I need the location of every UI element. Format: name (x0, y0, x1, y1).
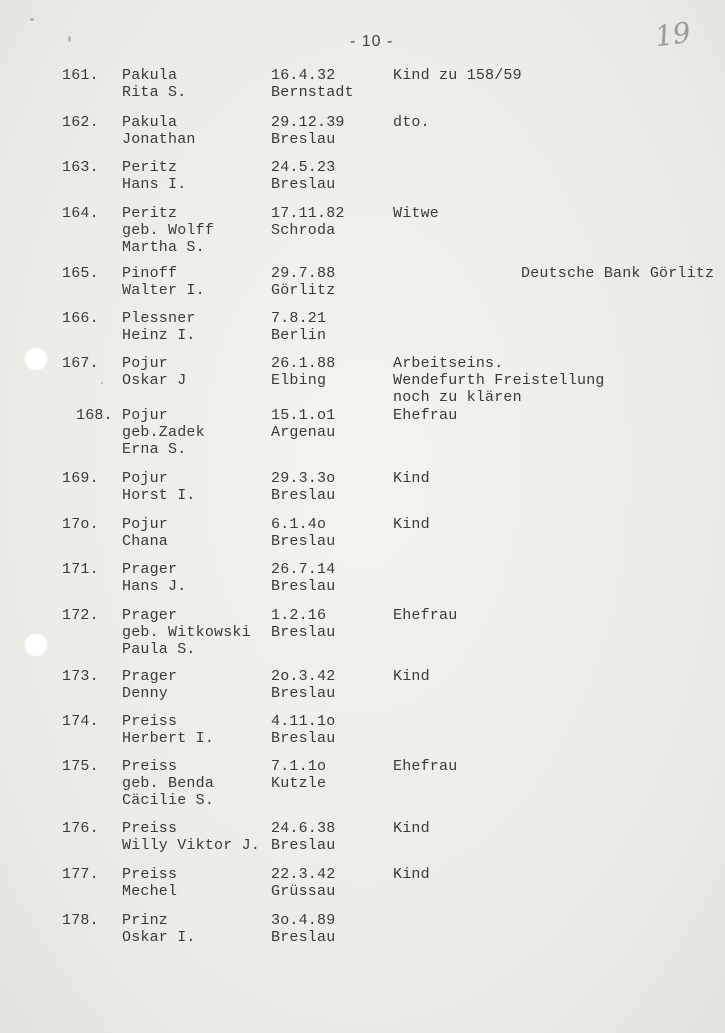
birth-data-line: 2o.3.42 (271, 668, 336, 685)
paper-speck (101, 382, 103, 384)
person-name-line: Oskar J (122, 372, 187, 389)
remark-line: Ehefrau (393, 758, 458, 775)
birth-data-line: 4.11.1o (271, 713, 336, 730)
punch-hole-bottom (24, 633, 48, 657)
birth-data (271, 516, 335, 550)
person-name-line: Pakula (122, 67, 178, 84)
birth-data-line: Elbing (271, 372, 327, 389)
entry-number: 175. (62, 758, 99, 775)
birth-data (271, 114, 345, 148)
entry-number: 165. (62, 265, 99, 282)
folio-number: 19 (652, 15, 693, 54)
entry-number: 164. (62, 205, 99, 222)
entry-number: 168. (76, 407, 113, 424)
birth-data-line: 15.1.o1 (271, 407, 336, 424)
remark-line: dto. (393, 114, 430, 131)
birth-data-line: Breslau (271, 533, 336, 550)
person-name-line: Pojur (122, 470, 169, 487)
birth-data (271, 820, 335, 854)
entry-number: 167. (62, 355, 99, 372)
remark (393, 758, 457, 775)
birth-data (271, 713, 335, 747)
person-name-line: geb. Wolff (122, 222, 215, 239)
remark-line: Kind (393, 516, 430, 533)
person-name-line: Prager (122, 668, 178, 685)
person-name-line: Pinoff (122, 265, 178, 282)
person-name-line: Peritz (122, 159, 178, 176)
person-name (122, 713, 214, 747)
birth-data-line: 26.7.14 (271, 561, 336, 578)
remark (393, 407, 457, 424)
person-name-line: geb. Benda (122, 775, 215, 792)
paper-speck (68, 36, 71, 42)
birth-data-line: Berlin (271, 327, 327, 344)
birth-data-line: Breslau (271, 176, 336, 193)
remark (393, 355, 605, 406)
remark (393, 820, 430, 837)
birth-data-line: 3o.4.89 (271, 912, 336, 929)
person-name (122, 758, 214, 809)
birth-data (271, 668, 335, 702)
person-name-line: Plessner (122, 310, 196, 327)
person-name-line: geb.Zadek (122, 424, 205, 441)
person-name (122, 516, 168, 550)
remark (393, 67, 522, 84)
birth-data-line: 7.1.1o (271, 758, 327, 775)
birth-data (271, 310, 326, 344)
birth-data-line: Breslau (271, 131, 336, 148)
birth-data (271, 159, 335, 193)
remark (393, 866, 430, 883)
person-name-line: Preiss (122, 758, 178, 775)
birth-data-line: 26.1.88 (271, 355, 336, 372)
birth-data-line: Grüssau (271, 883, 336, 900)
remark-line: Arbeitseins. (393, 355, 504, 372)
birth-data-line: Breslau (271, 685, 336, 702)
person-name (122, 265, 205, 299)
birth-data (271, 758, 326, 792)
birth-data-line: 1.2.16 (271, 607, 327, 624)
entry-number: 166. (62, 310, 99, 327)
person-name (122, 159, 186, 193)
remark-line: Kind (393, 820, 430, 837)
person-name-line: Willy Viktor J. (122, 837, 261, 854)
birth-data-line: 16.4.32 (271, 67, 336, 84)
person-name-line: Mechel (122, 883, 178, 900)
person-name-line: Pojur (122, 355, 169, 372)
person-name-line: Cäcilie S. (122, 792, 215, 809)
birth-data-line: Kutzle (271, 775, 327, 792)
person-name (122, 470, 196, 504)
person-name-line: Horst I. (122, 487, 196, 504)
person-name (122, 114, 196, 148)
person-name-line: Hans I. (122, 176, 187, 193)
remark (393, 205, 439, 222)
person-name-line: Jonathan (122, 131, 196, 148)
person-name-line: Oskar I. (122, 929, 196, 946)
entry-number: 174. (62, 713, 99, 730)
birth-data-line: Schroda (271, 222, 336, 239)
birth-data-line: Breslau (271, 730, 336, 747)
remark (393, 516, 430, 533)
entry-number: 162. (62, 114, 99, 131)
person-name-line: Prager (122, 607, 178, 624)
person-name-line: Pojur (122, 407, 169, 424)
person-name-line: Martha S. (122, 239, 205, 256)
remark-line: noch zu klären (393, 389, 522, 406)
person-name-line: Preiss (122, 866, 178, 883)
birth-data-line: 17.11.82 (271, 205, 345, 222)
person-name (122, 912, 196, 946)
person-name-line: Chana (122, 533, 169, 550)
page-number: - 10 - (350, 33, 394, 50)
birth-data (271, 912, 335, 946)
person-name-line: Rita S. (122, 84, 187, 101)
person-name-line: geb. Witkowski (122, 624, 251, 641)
entry-number: 178. (62, 912, 99, 929)
person-name (122, 355, 186, 389)
birth-data-line: 29.3.3o (271, 470, 336, 487)
birth-data-line: 29.12.39 (271, 114, 345, 131)
entry-number: 163. (62, 159, 99, 176)
remark-line: Ehefrau (393, 607, 458, 624)
paper-speck (30, 18, 34, 21)
entry-number: 173. (62, 668, 99, 685)
remark-line: Ehefrau (393, 407, 458, 424)
entry-number: 17o. (62, 516, 99, 533)
person-name-line: Heinz I. (122, 327, 196, 344)
remark-line: Kind (393, 866, 430, 883)
person-name-line: Denny (122, 685, 169, 702)
person-name-line: Herbert I. (122, 730, 215, 747)
person-name (122, 668, 177, 702)
birth-data (271, 407, 335, 441)
person-name-line: Paula S. (122, 641, 196, 658)
birth-data (271, 470, 335, 504)
remark-line: Kind zu 158/59 (393, 67, 522, 84)
person-name (122, 67, 186, 101)
remark (393, 668, 430, 685)
remark-line: Witwe (393, 205, 440, 222)
person-name-line: Preiss (122, 713, 178, 730)
punch-hole-top (24, 347, 48, 371)
birth-data (271, 607, 335, 641)
birth-data-line: Breslau (271, 624, 336, 641)
birth-data-line: Breslau (271, 837, 336, 854)
entry-number: 171. (62, 561, 99, 578)
remark-bank-line: Deutsche Bank Görlitz (521, 265, 715, 282)
birth-data-line: 22.3.42 (271, 866, 336, 883)
person-name-line: Preiss (122, 820, 178, 837)
birth-data-line: 24.5.23 (271, 159, 336, 176)
remark-line: Kind (393, 470, 430, 487)
person-name-line: Peritz (122, 205, 178, 222)
birth-data (271, 265, 335, 299)
entry-number: 176. (62, 820, 99, 837)
person-name (122, 205, 214, 256)
birth-data-line: Argenau (271, 424, 336, 441)
entry-number: 172. (62, 607, 99, 624)
person-name-line: Pojur (122, 516, 169, 533)
birth-data (271, 205, 345, 239)
birth-data-line: Breslau (271, 487, 336, 504)
entry-number: 169. (62, 470, 99, 487)
birth-data-line: Bernstadt (271, 84, 354, 101)
birth-data-line: Breslau (271, 578, 336, 595)
birth-data-line: 29.7.88 (271, 265, 336, 282)
person-name (122, 820, 260, 854)
entry-number: 177. (62, 866, 99, 883)
birth-data (271, 355, 335, 389)
remark (393, 114, 430, 131)
remark (393, 607, 457, 624)
person-name (122, 561, 186, 595)
birth-data (271, 561, 335, 595)
birth-data-line: 7.8.21 (271, 310, 327, 327)
person-name-line: Prinz (122, 912, 169, 929)
birth-data-line: 24.6.38 (271, 820, 336, 837)
birth-data-line: Görlitz (271, 282, 336, 299)
person-name-line: Pakula (122, 114, 178, 131)
person-name-line: Prager (122, 561, 178, 578)
person-name-line: Hans J. (122, 578, 187, 595)
remark-bank (521, 265, 714, 282)
person-name-line: Walter I. (122, 282, 205, 299)
person-name (122, 407, 205, 458)
person-name (122, 866, 177, 900)
remark-line: Kind (393, 668, 430, 685)
birth-data (271, 866, 335, 900)
person-name (122, 607, 251, 658)
entry-number: 161. (62, 67, 99, 84)
person-name-line: Erna S. (122, 441, 187, 458)
birth-data-line: Breslau (271, 929, 336, 946)
person-name (122, 310, 196, 344)
remark (393, 470, 430, 487)
birth-data-line: 6.1.4o (271, 516, 327, 533)
birth-data (271, 67, 354, 101)
remark-line: Wendefurth Freistellung (393, 372, 605, 389)
